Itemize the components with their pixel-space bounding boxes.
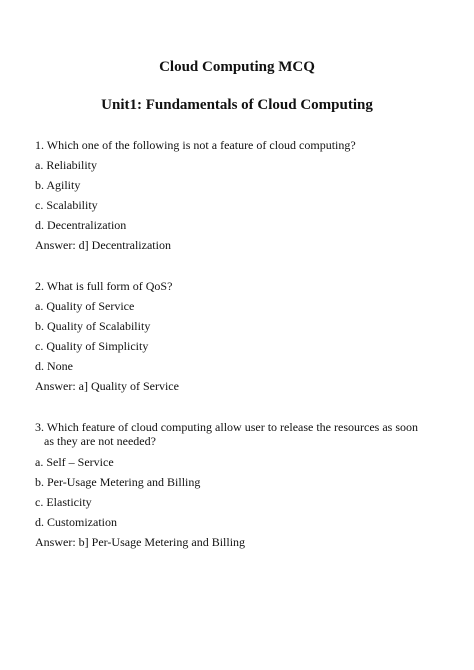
question-3-answer: Answer: b] Per-Usage Metering and Billing	[35, 535, 246, 549]
question-2-option-b: b. Quality of Scalability	[35, 319, 151, 333]
question-2-answer: Answer: a] Quality of Service	[35, 379, 179, 393]
question-3-option-a: a. Self – Service	[35, 455, 114, 469]
question-2-option-c: c. Quality of Simplicity	[35, 339, 149, 353]
question-2-option-d: d. None	[35, 359, 73, 373]
question-1-option-a: a. Reliability	[35, 158, 97, 172]
document-title: Cloud Computing MCQ	[159, 59, 315, 75]
question-1-option-d: d. Decentralization	[35, 218, 127, 232]
question-3-option-b: b. Per-Usage Metering and Billing	[35, 475, 201, 489]
document-subtitle: Unit1: Fundamentals of Cloud Computing	[101, 97, 373, 113]
question-1-option-b: b. Agility	[35, 178, 81, 192]
question-3-option-d: d. Customization	[35, 515, 117, 529]
question-3-text: 3. Which feature of cloud computing allow user to release the resources as soon	[35, 420, 418, 434]
question-1-text: 1. Which one of the following is not a feature of cloud computing?	[35, 138, 356, 152]
question-1-option-c: c. Scalability	[35, 198, 98, 212]
question-1-answer: Answer: d] Decentralization	[35, 238, 171, 252]
question-3-option-c: c. Elasticity	[35, 495, 92, 509]
question-2-text: 2. What is full form of QoS?	[35, 279, 173, 293]
question-3-text-continued: as they are not needed?	[44, 434, 156, 448]
question-2-option-a: a. Quality of Service	[35, 299, 135, 313]
